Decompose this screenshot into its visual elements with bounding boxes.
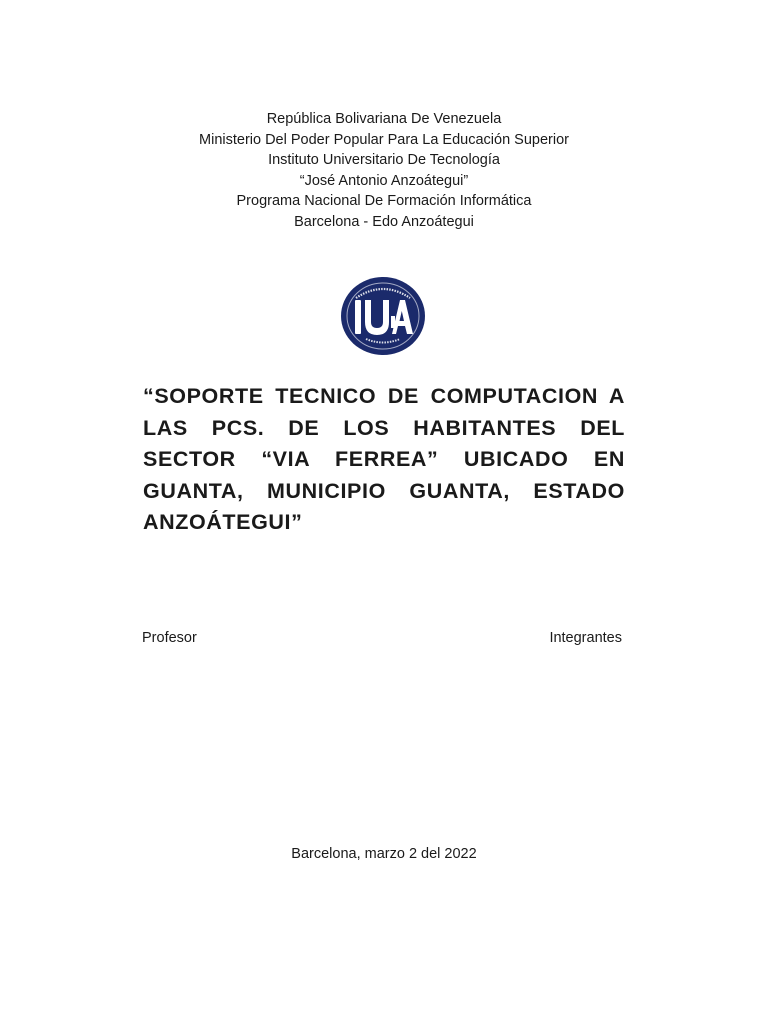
signature-row bbox=[142, 629, 622, 647]
header-line-institute: Instituto Universitario De Tecnología bbox=[268, 152, 500, 168]
header-line-program: Programa Nacional De Formación Informática bbox=[236, 193, 532, 209]
project-title: “SOPORTE TECNICO DE COMPUTACION A LAS PCS. DE LOS HABITANTES DEL SECTOR “VIA FERREA” UBICADO EN GUANTA, MUNICIPIO GUANTA, ESTADO ANZOÁTEGUI” bbox=[143, 384, 625, 534]
members-label: Integrantes bbox=[549, 630, 622, 646]
place-date: Barcelona, marzo 2 del 2022 bbox=[291, 846, 477, 862]
header-line-institute-name: “José Antonio Anzoátegui” bbox=[299, 172, 469, 189]
header-line-republic: República Bolivariana De Venezuela bbox=[266, 111, 502, 127]
header-line-location: Barcelona - Edo Anzoátegui bbox=[294, 213, 474, 230]
iujaa-seal-logo-icon bbox=[340, 276, 426, 356]
institution-header bbox=[0, 109, 768, 232]
professor-label: Profesor bbox=[142, 630, 197, 646]
header-line-ministry: Ministerio Del Poder Popular Para La Educación Superior bbox=[199, 131, 569, 148]
